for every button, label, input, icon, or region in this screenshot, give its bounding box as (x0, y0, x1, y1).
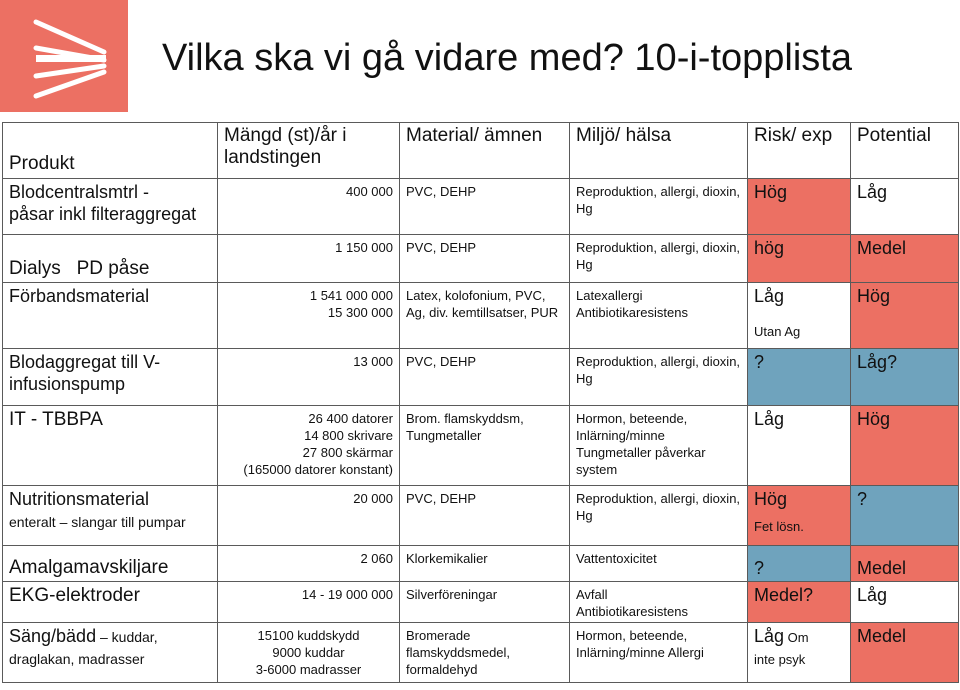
environment-line: system (576, 462, 618, 477)
quantity-line: (165000 datorer konstant) (243, 462, 393, 477)
quantity-line: 1 541 000 000 (309, 288, 393, 303)
quantity-cell (218, 283, 400, 349)
potential-cell: Låg? (851, 349, 959, 406)
material-cell: PVC, DEHP (400, 349, 570, 406)
header-row (3, 123, 959, 179)
product-name: Förbandsmaterial (9, 286, 150, 306)
quantity-line: 15100 kuddskydd (257, 628, 360, 643)
product-name: Amalgamavskiljare (9, 557, 169, 578)
quantity-line: 26 400 datorer (308, 411, 393, 426)
environment-line: Tungmetaller påverkar (576, 445, 706, 460)
risk-note: Fet lösn. (754, 519, 804, 534)
environment-cell: Reproduktion, allergi, dioxin, Hg (570, 486, 748, 546)
risk-cell: ? (748, 546, 851, 582)
table-row (3, 235, 959, 283)
environment-line: Inlärning/minne (576, 428, 665, 443)
arrows-logo-icon (0, 0, 128, 112)
product-cell (3, 283, 218, 349)
product-cell: Blodaggregat till V-infusionspump (3, 349, 218, 406)
risk-note: Utan Ag (754, 324, 801, 339)
product-subtitle: enteralt – slangar till pumpar (9, 514, 186, 530)
product-name: Dialys PD påse (9, 258, 150, 279)
risk-value: Låg (754, 286, 785, 306)
product-inline-subtitle: – kuddar, (96, 629, 158, 645)
table-row (3, 349, 959, 406)
risk-cell: ? (748, 349, 851, 406)
quantity-cell: 400 000 (218, 179, 400, 235)
risk-cell: Hög (748, 179, 851, 235)
potential-cell: Medel (851, 546, 959, 582)
material-cell: PVC, DEHP (400, 179, 570, 235)
environment-line: Hormon, beteende, (576, 411, 688, 426)
product-cell (3, 179, 218, 235)
risk-cell (748, 486, 851, 546)
material-cell: Klorkemikalier (400, 546, 570, 582)
environment-line: Hormon, beteende, (576, 628, 688, 643)
header-product: Produkt (3, 123, 218, 179)
material-cell: PVC, DEHP (400, 486, 570, 546)
quantity-cell: 1 150 000 (218, 235, 400, 283)
quantity-cell: 2 060 (218, 546, 400, 582)
product-cell (3, 582, 218, 623)
material-cell: Silverföreningar (400, 582, 570, 623)
product-name: EKG-elektroder (9, 585, 140, 606)
potential-cell: ? (851, 486, 959, 546)
product-cell (3, 546, 218, 582)
product-cell (3, 406, 218, 486)
potential-cell: Låg (851, 582, 959, 623)
material-cell: Bromerade flamskyddsmedel, formaldehyd (400, 623, 570, 683)
header-material: Material/ ämnen (400, 123, 570, 179)
table-row (3, 486, 959, 546)
environment-line: Antibiotikaresistens (576, 604, 688, 619)
quantity-line: 9000 kuddar (272, 645, 345, 660)
risk-cell (748, 283, 851, 349)
environment-cell: Reproduktion, allergi, dioxin, Hg (570, 349, 748, 406)
potential-cell: Medel (851, 235, 959, 283)
quantity-cell: 20 000 (218, 486, 400, 546)
table-row (3, 283, 959, 349)
material-cell: Brom. flamskyddsm, Tungmetaller (400, 406, 570, 486)
table-row (3, 623, 959, 683)
quantity-cell (218, 623, 400, 683)
environment-cell (570, 582, 748, 623)
quantity-line: 14 800 skrivare (304, 428, 393, 443)
quantity-cell (218, 406, 400, 486)
material-cell: Latex, kolofonium, PVC, Ag, div. kemtillsatser, PUR (400, 283, 570, 349)
environment-cell: Reproduktion, allergi, dioxin, Hg (570, 179, 748, 235)
header-environment: Miljö/ hälsa (570, 123, 748, 179)
environment-cell (570, 406, 748, 486)
table-row (3, 582, 959, 623)
environment-line: Inlärning/minne Allergi (576, 645, 704, 660)
quantity-line: 27 800 skärmar (302, 445, 393, 460)
risk-cell: Medel? (748, 582, 851, 623)
risk-note: inte psyk (754, 652, 806, 667)
table-row (3, 179, 959, 235)
header-quantity: Mängd (st)/år i landstingen (218, 123, 400, 179)
product-name: Nutritionsmaterial (9, 489, 150, 509)
environment-cell (570, 623, 748, 683)
header-potential: Potential (851, 123, 959, 179)
logo (0, 0, 128, 112)
environment-line: Avfall (576, 587, 608, 602)
risk-value: Låg (754, 626, 785, 646)
quantity-cell: 13 000 (218, 349, 400, 406)
quantity-line: 15 300 000 (327, 305, 393, 320)
risk-cell (748, 623, 851, 683)
product-cell (3, 623, 218, 683)
potential-cell: Låg (851, 179, 959, 235)
risk-value: Hög (754, 489, 788, 509)
environment-cell (570, 283, 748, 349)
potential-cell: Hög (851, 283, 959, 349)
material-cell: PVC, DEHP (400, 235, 570, 283)
product-name: IT - TBBPA (9, 409, 103, 430)
table-row (3, 546, 959, 582)
header-risk: Risk/ exp (748, 123, 851, 179)
quantity-cell: 14 - 19 000 000 (218, 582, 400, 623)
potential-cell: Hög (851, 406, 959, 486)
product-subtitle: draglakan, madrasser (9, 651, 145, 667)
risk-inline-note: Om (784, 630, 809, 645)
environment-cell: Vattentoxicitet (570, 546, 748, 582)
quantity-line: 3-6000 madrasser (255, 662, 362, 677)
product-name: Säng/bädd (9, 626, 97, 646)
ranking-table (2, 122, 959, 683)
product-cell (3, 486, 218, 546)
page-title: Vilka ska vi gå vidare med? 10-i-topplista (162, 37, 852, 79)
product-name: Blodcentralsmtrl - (9, 182, 150, 202)
table-row (3, 406, 959, 486)
risk-cell: hög (748, 235, 851, 283)
environment-cell: Reproduktion, allergi, dioxin, Hg (570, 235, 748, 283)
product-subtitle: påsar inkl filteraggregat (9, 204, 197, 224)
risk-cell: Låg (748, 406, 851, 486)
environment-line: Antibiotikaresistens (576, 305, 688, 320)
potential-cell: Medel (851, 623, 959, 683)
product-cell (3, 235, 218, 283)
environment-line: Latexallergi (576, 288, 643, 303)
